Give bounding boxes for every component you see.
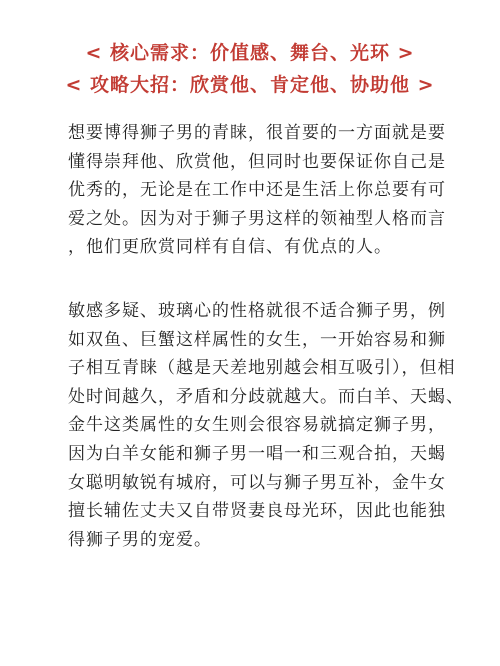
paragraph-line: 金牛这类属性的女生则会很容易就搞定狮子男， [68, 415, 446, 436]
paragraph-line: 因为白羊女能和狮子男一唱一和三观合拍，天蝎 [68, 443, 446, 464]
paragraph-line: 如双鱼、巨蟹这样属性的女生，一开始容易和狮 [68, 329, 446, 350]
paragraph-line: 懂得崇拜他、欣赏他，但同时也要保证你自己是 [68, 151, 446, 172]
core-needs-headline: < 核心需求：价值感、舞台、光环 > [85, 42, 415, 64]
paragraph-line: 想要博得狮子男的青睐，很首要的一方面就是要 [68, 123, 446, 143]
paragraph-line: 女聪明敏锐有城府，可以与狮子男互补，金牛女 [68, 472, 446, 493]
paragraph-line: 处时间越久，矛盾和分歧就越大。而白羊、天蝎、 [68, 386, 464, 407]
paragraph-compatibility [68, 297, 464, 554]
paragraph-line: 优秀的，无论是在工作中还是生活上你总要有可 [68, 180, 446, 201]
paragraph-line: 敏感多疑、玻璃心的性格就很不适合狮子男，例 [68, 301, 446, 321]
paragraph-admiration [68, 119, 448, 262]
paragraph-line: ，他们更欣赏同样有自信、有优点的人。 [68, 237, 392, 258]
paragraph-line: 子相互青睐（越是天差地别越会相互吸引），但相 [68, 358, 456, 379]
paragraph-line: 得狮子男的宠爱。 [68, 529, 212, 550]
strategy-headline: < 攻略大招：欣赏他、肯定他、协助他 > [65, 74, 435, 96]
paragraph-line: 擅长辅佐丈夫又自带贤妻良母光环，因此也能独 [68, 501, 446, 522]
paragraph-line: 爱之处。因为对于狮子男这样的领袖型人格而言 [68, 208, 446, 229]
